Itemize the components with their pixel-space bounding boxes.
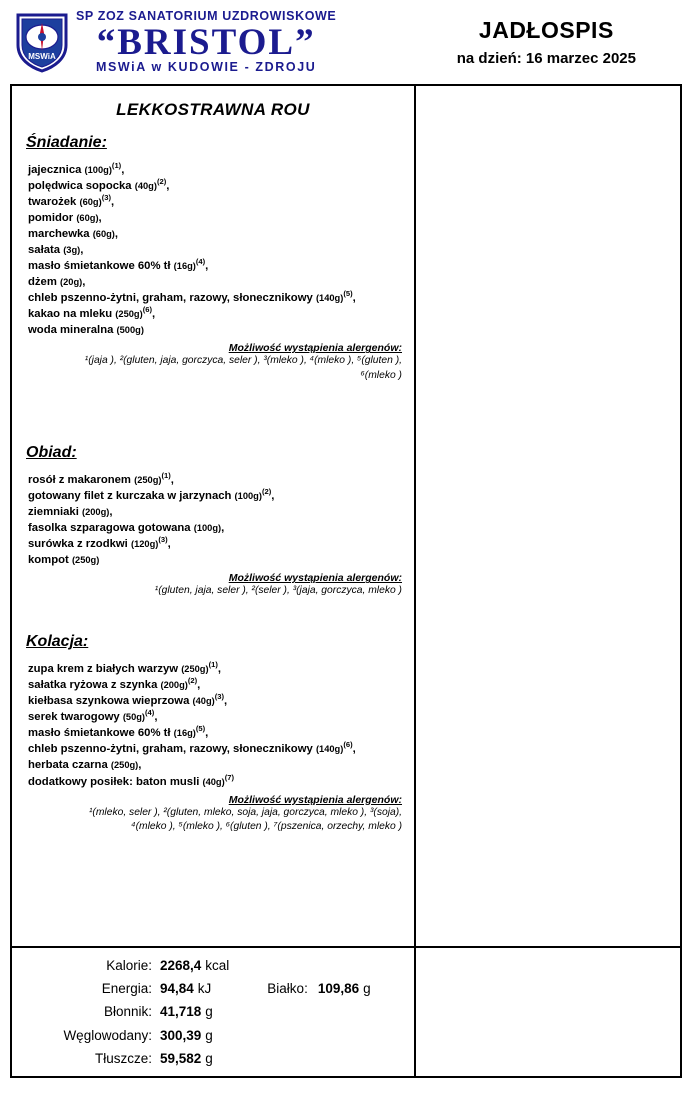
item-quantity: (100g) (84, 165, 112, 175)
section-spacer (22, 384, 404, 438)
meal-section (22, 444, 404, 627)
allergens-line: ⁶(mleko ) (360, 370, 402, 382)
item-name: chleb pszenno-żytni, graham, razowy, słonecznikowy (28, 292, 313, 305)
page-title: JADŁOSPIS (478, 17, 614, 43)
list-item (28, 472, 404, 488)
item-quantity: (100g) (234, 491, 262, 502)
nutrition-value: 41,718 (160, 1004, 202, 1020)
allergens-text (22, 354, 404, 384)
item-quantity: (250g) (181, 664, 209, 675)
nutrition-value: 2268,4 (160, 957, 202, 973)
allergen-marker: (2) (261, 487, 272, 497)
item-separator: , (167, 538, 171, 551)
list-item (28, 322, 404, 338)
nutrition-row (12, 1000, 408, 1023)
item-name: kakao na mleku (28, 308, 113, 321)
list-item (28, 757, 404, 773)
nutrition-label: Kalorie: (106, 957, 152, 973)
item-quantity: (140g) (315, 744, 344, 755)
item-name: gotowany filet z kurczaka w jarzynach (28, 490, 232, 503)
item-separator: , (271, 490, 275, 503)
nutrition-unit: g (205, 1027, 213, 1043)
item-name: kiełbasa szynkowa wieprzowa (28, 695, 190, 708)
item-name: ziemniaki (28, 506, 79, 519)
item-name: fasolka szparagowa gotowana (28, 522, 191, 535)
brand-block (76, 10, 336, 73)
allergen-marker: (6) (343, 740, 353, 750)
nutrition-label: Błonnik: (103, 1004, 152, 1020)
allergens-line: ¹(jaja ), ²(gluten, jaja, gorczyca, seler ), ³(mleko ), ⁴(mleko ), ⁵(gluten ), (84, 355, 402, 367)
allergen-marker: (3) (101, 193, 111, 203)
allergens-line: ⁴(mleko ), ⁵(mleko ), ⁶(gluten ), ⁷(pszenica, orzechy, mleko ) (131, 821, 402, 833)
item-quantity: (40g) (134, 181, 157, 192)
list-item (28, 194, 404, 210)
item-quantity: (60g) (92, 229, 115, 240)
allergen-marker: (1) (208, 660, 218, 670)
allergen-marker: (2) (187, 676, 198, 686)
list-item (28, 290, 404, 306)
item-name: twarożek (28, 196, 77, 209)
nutrition-value: 94,84 (160, 981, 194, 997)
brand-top-line: SP ZOZ SANATORIUM UZDROWISKOWE (76, 9, 337, 24)
item-quantity: (250g) (115, 309, 143, 320)
item-quantity: (500g) (116, 325, 144, 336)
item-separator: , (352, 292, 356, 305)
title-block (457, 17, 636, 67)
list-item (28, 274, 404, 290)
list-item (28, 226, 404, 242)
list-item (28, 242, 404, 258)
list-item (28, 210, 404, 226)
allergen-marker: (6) (142, 305, 152, 315)
item-separator: , (205, 727, 209, 740)
list-item (28, 488, 404, 504)
nutrition-value: 300,39 (160, 1027, 202, 1043)
item-name: woda mineralna (28, 324, 114, 337)
meal-title: Obiad: (26, 444, 77, 462)
list-item (28, 258, 404, 274)
item-separator: , (138, 759, 142, 772)
item-separator: , (98, 212, 102, 225)
list-item (28, 162, 404, 178)
item-quantity: (50g) (122, 712, 146, 723)
meal-section (22, 134, 404, 438)
nutrition-unit: kcal (205, 957, 230, 973)
item-separator: , (166, 180, 170, 193)
nutrition-summary (12, 954, 414, 1070)
meal-section (22, 633, 404, 835)
item-name: chleb pszenno-żytni, graham, razowy, słonecznikowy (28, 743, 313, 756)
item-separator: , (154, 711, 158, 724)
item-separator: , (170, 474, 174, 487)
item-name: polędwica sopocka (28, 180, 132, 193)
allergens-line: ¹(mleko, seler ), ²(gluten, mleko, soja, jaja, gorczyca, mleko ), ³(soja), (89, 806, 402, 818)
item-separator: , (109, 506, 113, 519)
item-name: sałata (28, 244, 61, 257)
list-item (28, 536, 404, 552)
item-separator: , (205, 260, 209, 273)
list-item (28, 741, 404, 757)
nutrition-row (12, 1047, 408, 1070)
allergen-marker: (5) (195, 724, 206, 734)
sanatorium-logo-icon (14, 11, 70, 73)
item-name: jajecznica (28, 164, 82, 176)
item-quantity: (250g) (71, 555, 100, 566)
meals-list (22, 134, 404, 835)
content-frame (10, 86, 682, 1076)
item-separator: , (80, 244, 84, 257)
nutrition-unit: g (205, 1004, 213, 1020)
nutrition-rows (12, 954, 408, 1070)
section-spacer (22, 599, 404, 627)
item-name: kompot (28, 554, 69, 567)
allergens-heading: Możliwość wystąpienia alergenów: (228, 572, 402, 585)
allergen-marker: (7) (224, 772, 234, 782)
allergen-marker: (1) (111, 161, 122, 171)
item-quantity: (40g) (192, 696, 215, 707)
list-item (28, 520, 404, 536)
nutrition-label: Węglowodany: (63, 1027, 152, 1043)
list-item (28, 709, 404, 725)
nutrition-label: Tłuszcze: (94, 1050, 152, 1066)
list-item (28, 552, 404, 568)
menu-column (12, 86, 414, 841)
nutrition-divider (12, 946, 680, 948)
allergens-text (22, 806, 404, 836)
document-header (0, 0, 692, 84)
brand-name: “BRISTOL” (96, 21, 316, 63)
item-separator: , (151, 308, 156, 321)
allergen-marker: (2) (156, 177, 167, 187)
nutrition-extra-value: 109,86 (317, 981, 360, 997)
allergen-marker: (1) (161, 471, 171, 481)
list-item (28, 661, 404, 677)
nutrition-row (12, 977, 408, 1000)
nutrition-label: Energia: (101, 981, 152, 997)
item-name: pomidor (28, 212, 74, 225)
list-item (28, 725, 404, 741)
item-name: masło śmietankowe 60% tł (28, 260, 171, 273)
item-separator: , (121, 164, 125, 176)
item-separator: , (224, 695, 228, 708)
footer-divider (10, 1076, 682, 1078)
nutrition-row (12, 954, 408, 977)
item-name: dodatkowy posiłek: baton musli (28, 775, 200, 788)
item-quantity: (250g) (134, 475, 162, 486)
document-date: na dzień: 16 marzec 2025 (456, 50, 636, 67)
nutrition-extra-label: Białko: (267, 981, 308, 997)
nutrition-extra-unit: g (363, 981, 371, 997)
item-name: marchewka (28, 228, 90, 241)
list-item (28, 693, 404, 709)
meal-title: Śniadanie: (26, 134, 107, 151)
item-separator: , (114, 228, 119, 241)
list-item (28, 677, 404, 693)
meal-item-list (28, 661, 404, 789)
item-name: serek twarogowy (28, 711, 120, 724)
allergens-line: ¹(gluten, jaja, seler ), ²(seler ), ³(jaja, gorczyca, mleko ) (154, 585, 402, 597)
item-name: surówka z rzodkwi (28, 538, 128, 551)
meal-item-list (28, 472, 404, 568)
allergen-marker: (4) (145, 708, 155, 718)
brand-subtitle: MSWiA w KUDOWIE - ZDROJU (95, 59, 317, 74)
diet-name: LEKKOSTRAWNA ROU (116, 100, 310, 119)
item-name: zupa krem z białych warzyw (28, 663, 179, 676)
item-quantity: (250g) (110, 760, 139, 771)
nutrition-row (12, 1024, 408, 1047)
item-quantity: (60g) (79, 197, 102, 208)
item-separator: , (221, 522, 225, 535)
item-name: masło śmietankowe 60% tł (28, 727, 171, 740)
item-separator: , (82, 276, 86, 289)
list-item (28, 774, 404, 790)
allergen-marker: (3) (214, 692, 225, 702)
nutrition-value: 59,582 (160, 1050, 202, 1066)
meal-item-list (28, 162, 404, 338)
item-quantity: (16g) (173, 728, 196, 739)
svg-text:MSWiA: MSWiA (28, 52, 56, 61)
allergen-marker: (5) (343, 289, 353, 299)
allergen-marker: (3) (158, 535, 168, 545)
item-quantity: (40g) (202, 776, 225, 787)
nutrition-unit: g (205, 1050, 213, 1066)
item-name: herbata czarna (28, 759, 108, 772)
item-quantity: (140g) (315, 293, 344, 304)
allergen-marker: (4) (195, 257, 206, 267)
item-separator: , (217, 663, 222, 676)
item-quantity: (200g) (160, 680, 188, 691)
item-separator: , (197, 679, 201, 692)
allergens-text (22, 584, 404, 599)
list-item (28, 504, 404, 520)
item-quantity: (200g) (82, 507, 110, 518)
list-item (28, 178, 404, 194)
item-separator: , (110, 196, 115, 209)
item-quantity: (20g) (60, 277, 83, 288)
meal-title: Kolacja: (26, 633, 89, 651)
item-quantity: (100g) (193, 523, 222, 534)
item-quantity: (3g) (63, 245, 81, 256)
column-divider (414, 86, 416, 1076)
item-quantity: (60g) (76, 213, 99, 224)
nutrition-unit: kJ (197, 981, 212, 997)
item-quantity: (120g) (130, 539, 159, 550)
list-item (28, 306, 404, 322)
allergens-heading: Możliwość wystąpienia alergenów: (228, 342, 402, 355)
item-separator: , (352, 743, 356, 756)
item-name: rosół z makaronem (28, 474, 131, 487)
allergens-heading: Możliwość wystąpienia alergenów: (228, 793, 402, 806)
item-name: dżem (28, 276, 57, 289)
item-quantity: (16g) (173, 261, 196, 272)
item-name: sałatka ryżowa z szynka (28, 679, 158, 692)
